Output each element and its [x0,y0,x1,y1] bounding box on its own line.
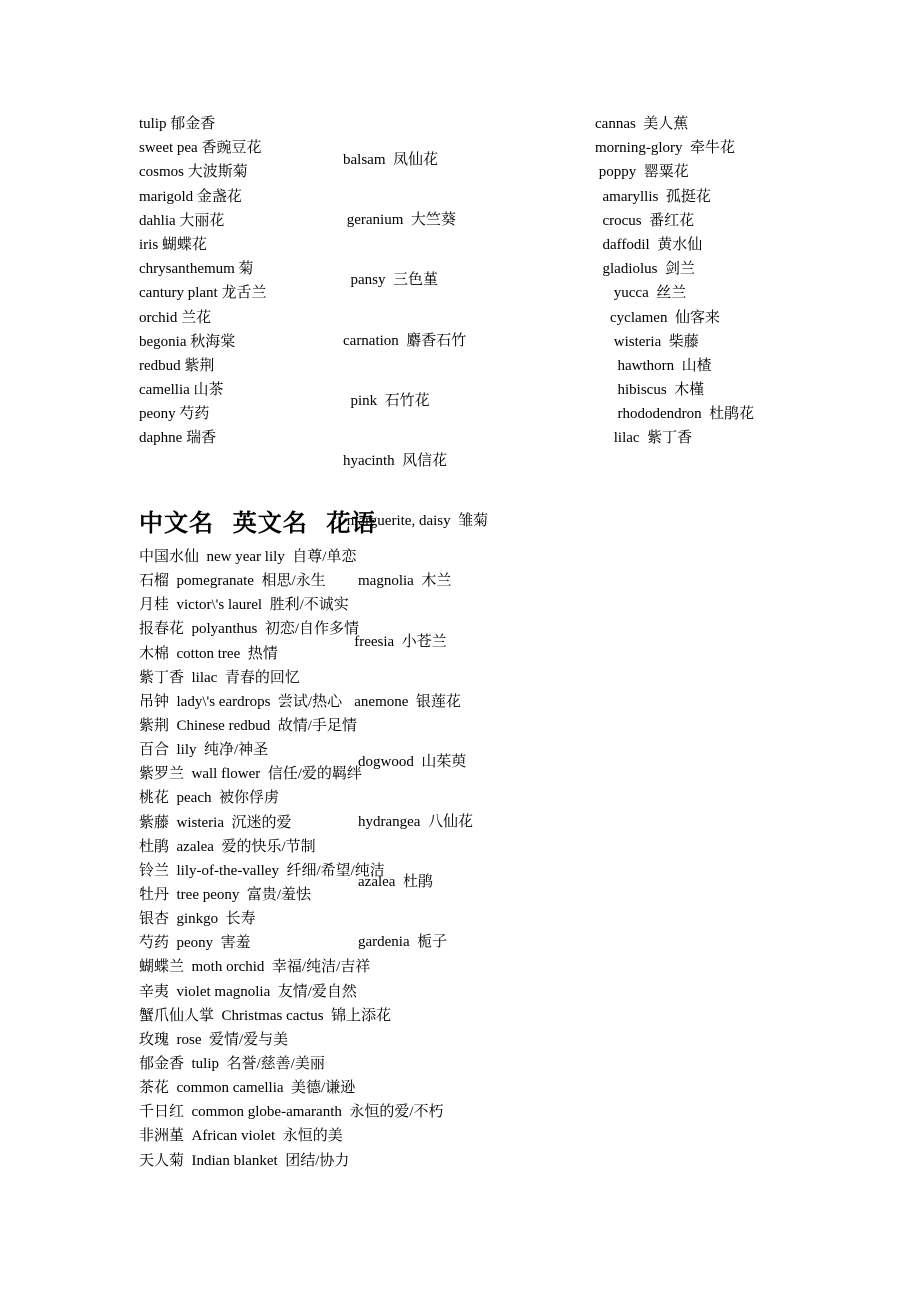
glossary-entry: pink 石竹花 [343,392,430,409]
glossary-entry: carnation 麝香石竹 [343,332,467,349]
glossary-entry: cosmos 大波斯菊 [139,164,248,181]
glossary-entry: freesia 小苍兰 [343,633,447,650]
flower-language-entry: 芍药 peony 害羞 [139,935,251,952]
flower-language-entry: 紫荆 Chinese redbud 故情/手足情 [139,717,357,734]
glossary-entry: crocus 番红花 [595,212,695,229]
flower-language-entry: 石榴 pomegranate 相思/永生 [139,573,326,590]
glossary-entry: amaryllis 孤挺花 [595,188,711,205]
glossary-entry: wisteria 柴藤 [595,333,699,350]
glossary-entry: hyacinth 风信花 [343,452,448,469]
glossary-entry: hawthorn 山楂 [595,357,712,374]
flower-language-entry: 紫罗兰 wall flower 信任/爱的羁绊 [139,766,362,783]
glossary-entry: peony 芍药 [139,406,210,423]
flower-language-entry: 天人菊 Indian blanket 团结/协力 [139,1152,350,1169]
glossary-entry: balsam 凤仙花 [343,152,438,168]
flower-language-entry: 紫丁香 lilac 青春的回忆 [139,669,300,686]
flower-language-entry: 紫藤 wisteria 沉迷的爱 [139,814,292,831]
flower-language-entry: 牡丹 tree peony 富贵/羞怯 [139,886,312,903]
glossary-entry: poppy 罂粟花 [595,164,689,181]
glossary-entry: tulip 郁金香 [139,116,216,132]
glossary-column-3 [595,112,754,451]
flower-language-entry: 吊钟 lady\'s eardrops 尝试/热心 [139,693,343,710]
glossary-entry: daffodil 黄水仙 [595,236,703,253]
glossary-entry: lilac 紫丁香 [595,430,693,447]
flower-language-entry: 蟹爪仙人掌 Christmas cactus 锦上添花 [139,1007,392,1024]
glossary-entry: geranium 大竺葵 [343,212,456,229]
glossary-entry: cannas 美人蕉 [595,116,689,132]
glossary-entry: camellia 山茶 [139,382,224,399]
glossary-entry: gardenia 栀子 [343,934,448,951]
section-heading: 中文名 英文名 花语 [139,509,377,537]
flower-language-entry: 非洲堇 African violet 永恒的美 [139,1128,343,1145]
flower-language-entry: 木棉 cotton tree 热情 [139,645,278,662]
glossary-column-1 [139,112,266,451]
flower-language-entry: 辛夷 violet magnolia 友情/爱自然 [139,983,357,1000]
flower-language-entry: 蝴蝶兰 moth orchid 幸福/纯洁/吉祥 [139,959,371,976]
glossary-entry: azalea 杜鹃 [343,874,433,891]
glossary-entry: cantury plant 龙舌兰 [139,285,267,302]
flower-language-entry: 茶花 common camellia 美德/谦逊 [139,1080,356,1097]
glossary-entry: marigold 金盏花 [139,188,242,205]
flower-language-entry: 杜鹃 azalea 爱的快乐/节制 [139,838,316,855]
flower-language-entry: 郁金香 tulip 名誉/慈善/美丽 [139,1055,325,1072]
flower-language-entry: 月桂 victor\'s laurel 胜利/不诚实 [139,597,349,614]
glossary-entry: iris 蝴蝶花 [139,236,207,253]
flower-language-list [139,545,444,1173]
glossary-entry: chrysanthemum 菊 [139,261,254,278]
glossary-entry: rhododendron 杜鹃花 [595,406,755,423]
flower-language-entry: 百合 lily 纯净/神圣 [139,742,269,759]
glossary-entry: anemone 银莲花 [343,693,461,710]
glossary-entry: hydrangea 八仙花 [343,814,473,831]
glossary-entry: magnolia 木兰 [343,573,452,590]
flower-language-entry: 桃花 peach 被你俘虏 [139,790,279,807]
glossary-entry: sweet pea 香豌豆花 [139,140,262,157]
glossary-entry: redbud 紫荆 [139,357,215,374]
glossary-entry: begonia 秋海棠 [139,333,236,350]
flower-language-entry: 中国水仙 new year lily 自尊/单恋 [139,549,357,565]
flower-language-entry: 报春花 polyanthus 初恋/自作多情 [139,621,359,638]
glossary-entry: cyclamen 仙客来 [595,309,720,326]
flower-language-entry: 千日红 common globe-amaranth 永恒的爱/不朽 [139,1104,444,1121]
glossary-entry: dogwood 山茱萸 [343,753,467,770]
glossary-entry: dahlia 大丽花 [139,212,225,229]
glossary-entry: morning-glory 牵牛花 [595,140,735,157]
glossary-entry: yucca 丝兰 [595,285,687,302]
glossary-entry: orchid 兰花 [139,309,212,326]
glossary-entry: pansy 三色堇 [343,272,438,289]
glossary-entry: daphne 瑞香 [139,430,217,447]
glossary-entry: marguerite, daisy 雏菊 [343,513,489,530]
glossary-entry: hibiscus 木槿 [595,382,705,399]
flower-language-entry: 银杏 ginkgo 长寿 [139,911,256,928]
flower-language-entry: 铃兰 lily-of-the-valley 纤细/希望/纯洁 [139,862,385,879]
glossary-entry: gladiolus 剑兰 [595,261,695,278]
flower-language-entry: 玫瑰 rose 爱情/爱与美 [139,1031,289,1048]
